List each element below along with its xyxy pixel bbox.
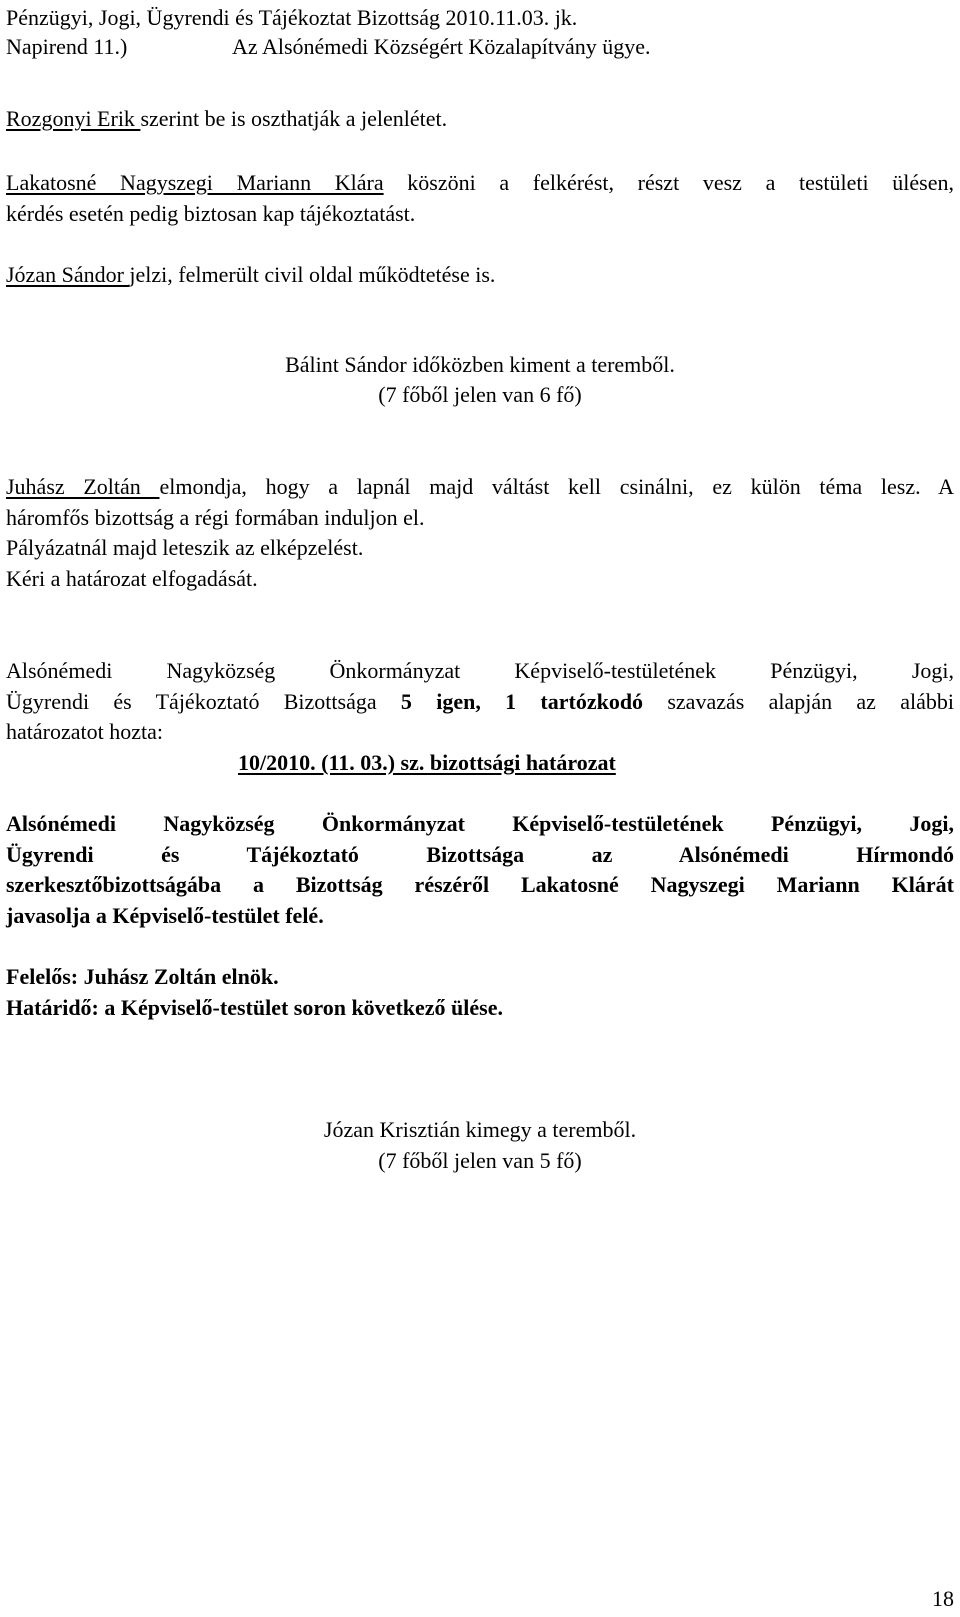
speaker-name: Juhász Zoltán: [6, 474, 160, 499]
deadline-line: Határidő: a Képviselő-testület soron következő ülése.: [6, 995, 503, 1020]
attendance-note-2-line2: (7 főből jelen van 5 fő): [378, 1148, 582, 1173]
responsible-line: Felelős: Juhász Zoltán elnök.: [6, 964, 279, 989]
vote-text: Ügyrendi és Tájékoztató Bizottsága: [6, 689, 401, 714]
document-page: [6, 2, 954, 1612]
paragraph-text: jelzi, felmerült civil oldal működtetése is.: [129, 262, 496, 287]
paragraph-juhasz-line2: háromfős bizottság a régi formában induljon el.: [6, 505, 425, 530]
speaker-name: Rozgonyi Erik: [6, 106, 141, 131]
paragraph-rozgonyi: [6, 103, 447, 134]
resolution-title: 10/2010. (11. 03.) sz. bizottsági határozat: [238, 750, 616, 775]
vote-result: 5 igen, 1 tartózkodó: [400, 689, 644, 714]
resolution-line3: szerkesztőbizottságába a Bizottság részéről Lakatosné Nagyszegi Mariann Klárát: [6, 872, 954, 897]
paragraph-juhasz-line3: Pályázatnál majd leteszik az elképzelést.: [6, 535, 364, 560]
paragraph-text: elmondja, hogy a lapnál majd váltást kell csinálni, ez külön téma lesz. A: [159, 474, 954, 499]
page-number: 18: [932, 1586, 954, 1611]
paragraph-text: szerint be is oszthatják a jelenlétet.: [140, 106, 448, 131]
attendance-note-1-line1: Bálint Sándor időközben kiment a teremből.: [285, 352, 675, 377]
paragraph-juhasz-line4: Kéri a határozat elfogadását.: [6, 566, 258, 591]
resolution-line2: Ügyrendi és Tájékoztató Bizottsága az Alsónémedi Hírmondó: [6, 842, 954, 867]
vote-paragraph-line1: Alsónémedi Nagyközség Önkormányzat Képviselő-testületének Pénzügyi, Jogi,: [6, 658, 954, 683]
vote-paragraph-line2: [6, 686, 954, 717]
paragraph-jozan-sandor: [6, 259, 495, 290]
vote-text: szavazás alapján az alábbi: [643, 689, 954, 714]
attendance-note-1-line2: (7 főből jelen van 6 fő): [378, 382, 582, 407]
paragraph-text: köszöni a felkérést, részt vesz a testületi ülésen,: [383, 170, 954, 195]
vote-paragraph-line3: határozatot hozta:: [6, 719, 163, 744]
header-title: Pénzügyi, Jogi, Ügyrendi és Tájékoztat Bizottság 2010.11.03. jk.: [6, 5, 578, 30]
header-agenda-number: Napirend 11.): [6, 34, 128, 59]
paragraph-lakatosne-line2: kérdés esetén pedig biztosan kap tájékoztatást.: [6, 201, 416, 226]
resolution-line1: Alsónémedi Nagyközség Önkormányzat Képviselő-testületének Pénzügyi, Jogi,: [6, 811, 954, 836]
attendance-note-2-line1: Józan Krisztián kimegy a teremből.: [323, 1117, 637, 1142]
speaker-name: Lakatosné Nagyszegi Mariann Klára: [6, 170, 384, 195]
speaker-name: Józan Sándor: [6, 262, 130, 287]
paragraph-lakatosne-line1: [6, 167, 954, 198]
paragraph-juhasz-line1: [6, 471, 954, 502]
header-agenda-title: Az Alsónémedi Községért Közalapítvány ügye.: [232, 34, 651, 59]
resolution-line4: javasolja a Képviselő-testület felé.: [6, 903, 324, 928]
